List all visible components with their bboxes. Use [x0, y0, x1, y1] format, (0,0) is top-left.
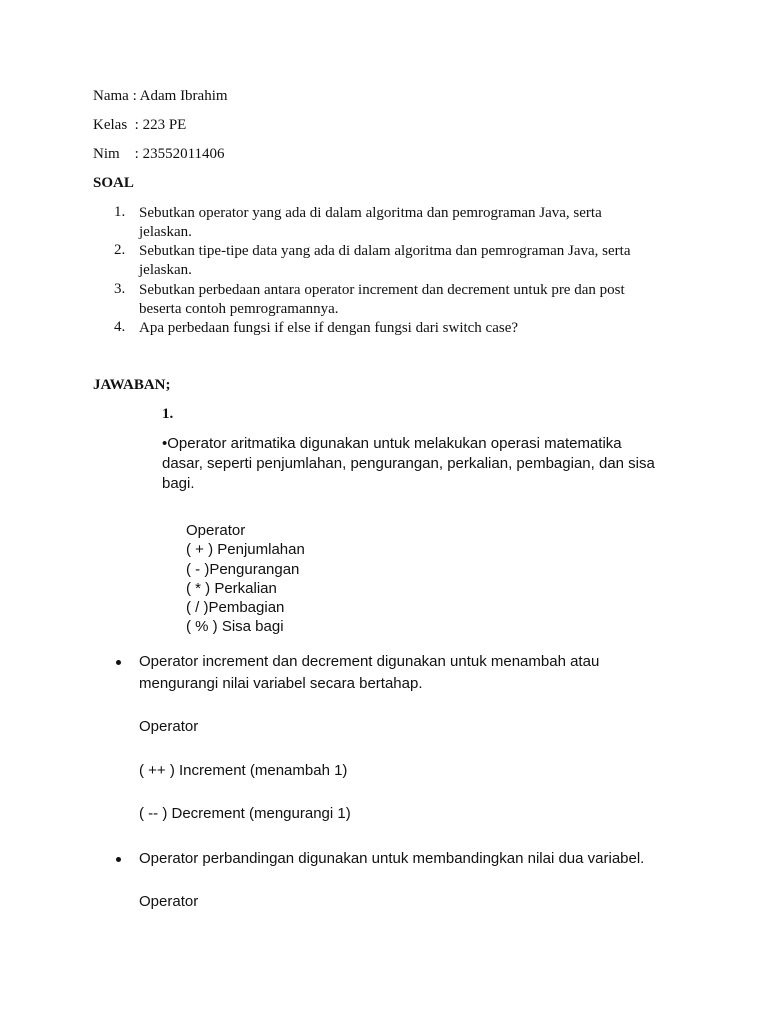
student-name: Nama : Adam Ibrahim — [93, 88, 228, 104]
question-number: 4. — [114, 319, 126, 335]
bullet-icon — [116, 857, 121, 862]
arithmetic-line: dasar, seperti penjumlahan, pengurangan, perkalian, pembagian, dan sisa — [162, 455, 655, 472]
question-text-line: jelaskan. — [139, 262, 192, 278]
question-number: 2. — [114, 242, 126, 258]
question-text-line: Apa perbedaan fungsi if else if dengan fungsi dari switch case? — [139, 320, 519, 336]
question-text-line: Sebutkan tipe-tipe data yang ada di dalam algoritma dan pemrograman Java, serta — [139, 243, 631, 259]
question-number: 1. — [114, 204, 126, 220]
operator-item: ( % ) Sisa bagi — [186, 618, 284, 636]
answer-number: 1. — [162, 406, 174, 422]
operator-item: ( ++ ) Increment (menambah 1) — [139, 762, 348, 779]
operator-item: ( + ) Penjumlahan — [186, 541, 305, 559]
question-text-line: jelaskan. — [139, 224, 192, 240]
question-text-line: Sebutkan operator yang ada di dalam algoritma dan pemrograman Java, serta — [139, 205, 602, 221]
operator-item: ( -- ) Decrement (mengurangi 1) — [139, 805, 351, 822]
question-number: 3. — [114, 281, 126, 297]
operator-item: ( / )Pembagian — [186, 599, 285, 617]
comparison-line: Operator perbandingan digunakan untuk membandingkan nilai dua variabel. — [139, 850, 645, 867]
operator-label: Operator — [139, 893, 199, 910]
arithmetic-line: bagi. — [162, 475, 195, 492]
operator-item: ( * ) Perkalian — [186, 579, 277, 597]
arithmetic-description — [162, 434, 692, 494]
increment-line: mengurangi nilai variabel secara bertahap. — [139, 675, 423, 692]
question-text-line: beserta contoh pemrogramannya. — [139, 301, 339, 317]
arithmetic-operator-list — [186, 521, 305, 637]
question-text-line: Sebutkan perbedaan antara operator increment dan decrement untuk pre dan post — [139, 282, 625, 298]
student-nim: Nim : 23552011406 — [93, 146, 225, 162]
arithmetic-line: •Operator aritmatika digunakan untuk melakukan operasi matematika — [162, 435, 622, 452]
operator-label: Operator — [186, 522, 246, 539]
bullet-icon — [116, 660, 121, 665]
increment-line: Operator increment dan decrement digunakan untuk menambah atau — [139, 653, 600, 670]
operator-label: Operator — [139, 718, 199, 735]
student-class: Kelas : 223 PE — [93, 117, 187, 133]
jawaban-heading: JAWABAN; — [93, 377, 171, 393]
soal-heading: SOAL — [93, 175, 134, 191]
operator-item: ( - )Pengurangan — [186, 560, 300, 578]
